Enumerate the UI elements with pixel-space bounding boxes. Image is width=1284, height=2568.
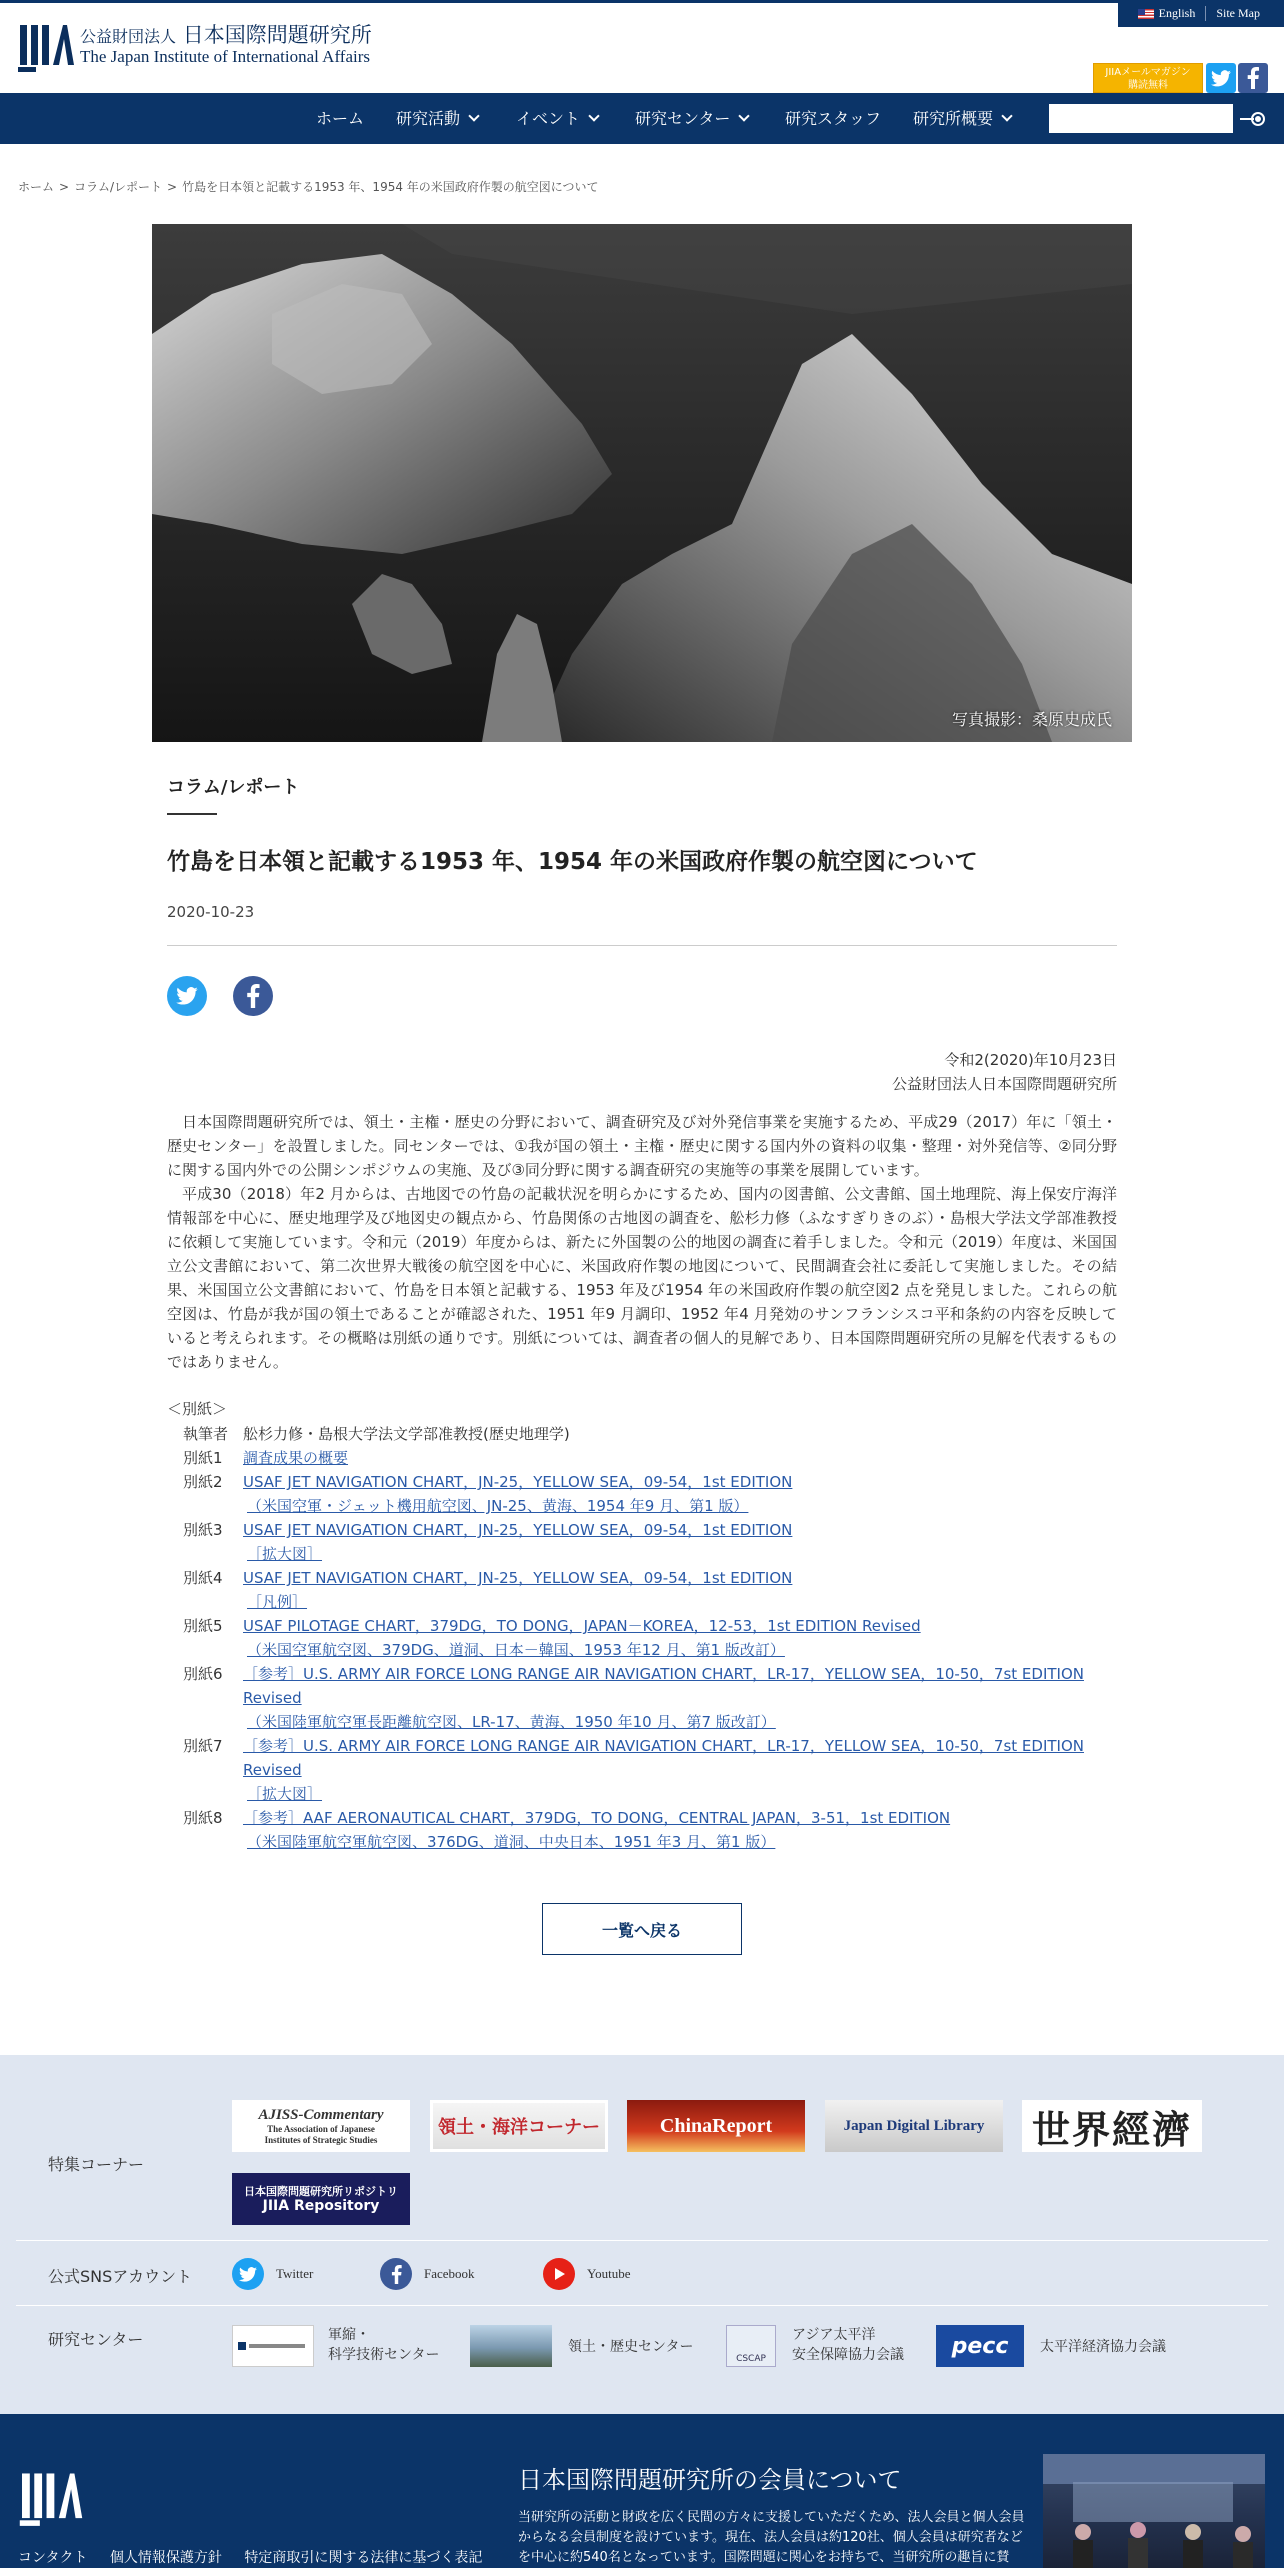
annex-label: 別紙5 [183, 1617, 223, 1635]
nav-centers-label: 研究センター [635, 109, 731, 128]
mail-magazine-sub: 購読無料 [1128, 80, 1168, 91]
annex-row [183, 1734, 1123, 1806]
chevron-down-icon [1001, 110, 1012, 121]
signature-date: 令和2(2020)年10月23日 [944, 1051, 1117, 1069]
article-title: 竹島を日本領と記載する1953 年、1954 年の米国政府作製の航空図について [167, 849, 978, 875]
annex-body [243, 1662, 1123, 1734]
utility-bar [1118, 0, 1284, 27]
annex-body [243, 1422, 1123, 1446]
territory-center-thumb[interactable] [470, 2325, 552, 2367]
chevron-down-icon [588, 110, 599, 121]
english-link[interactable] [1128, 6, 1206, 21]
divider [16, 2240, 1268, 2241]
mail-magazine-label: JIIAメールマガジン [1105, 67, 1191, 78]
annex-row [183, 1446, 1123, 1470]
membership-photo[interactable] [1043, 2454, 1265, 2568]
site-name-prefix: 公益財団法人 [80, 27, 177, 46]
nav-events-label: イベント [516, 109, 581, 128]
annex-body [243, 1614, 1123, 1662]
annex-row [183, 1806, 1123, 1854]
share-facebook-button[interactable] [233, 976, 273, 1016]
article-date: 2020-10-23 [167, 903, 255, 921]
facebook-label: Facebook [424, 2266, 475, 2281]
annex-link[interactable]: ［拡大図］ [247, 1785, 323, 1803]
annex-link[interactable]: （米国空軍・ジェット機用航空図、JN-25、黄海、1954 年9 月、第1 版） [247, 1497, 749, 1515]
annex-row [183, 1518, 1123, 1566]
annex-label: 別紙3 [183, 1521, 223, 1539]
pecc-logo[interactable]: pecc [936, 2325, 1024, 2367]
hero-photo [152, 224, 1132, 742]
breadcrumb-column[interactable]: コラム/レポート [74, 180, 163, 194]
share-twitter-button[interactable] [167, 976, 207, 1016]
annex-label: 別紙6 [183, 1665, 223, 1683]
chevron-down-icon [739, 110, 750, 121]
membership-title: 日本国際問題研究所の会員について [518, 2466, 902, 2494]
pecc-center-link[interactable]: 太平洋経済協力会議 [1040, 2339, 1166, 2355]
annex-row [183, 1470, 1123, 1518]
annex-body [243, 1734, 1123, 1806]
features-label: 特集コーナー [48, 2155, 145, 2174]
twitter-label: Twitter [276, 2266, 314, 2281]
japan-digital-library-banner[interactable]: Japan Digital Library [825, 2100, 1003, 2152]
site-footer [0, 2414, 1284, 2568]
photo-credit: 写真撮影：桑原史成氏 [951, 710, 1112, 729]
search-input[interactable] [1049, 104, 1233, 133]
annex-label: 執筆者 [183, 1425, 229, 1443]
annex-label: 別紙2 [183, 1473, 223, 1491]
facebook-icon [1246, 67, 1260, 89]
nav-centers[interactable] [635, 93, 748, 144]
china-report-banner[interactable]: ChinaReport [627, 2100, 805, 2152]
annex-link[interactable]: USAF JET NAVIGATION CHART，JN-25，YELLOW SEA，09-54，1st EDITION [243, 1473, 793, 1491]
twitter-icon [1211, 70, 1231, 87]
footer-contact-link[interactable]: コンタクト [18, 2550, 88, 2566]
annex-link[interactable]: 調査成果の概要 [243, 1449, 349, 1467]
annex-author: 舩杉力修・島根大学法文学部准教授(歴史地理学) [243, 1425, 570, 1443]
annex-label: 別紙7 [183, 1737, 223, 1755]
breadcrumb-home[interactable]: ホーム [18, 180, 55, 194]
center-label-line: アジア太平洋 [792, 2327, 876, 2343]
article-signature [892, 1048, 1117, 1096]
sekai-keizai-banner[interactable]: 世界經濟 [1022, 2100, 1202, 2152]
repository-banner[interactable] [232, 2173, 410, 2225]
annex-link[interactable]: （米国空軍航空図、379DG、道洞、日本－韓国、1953 年12 月、第1 版改訂） [247, 1641, 785, 1659]
twitter-header-button[interactable] [1206, 63, 1236, 93]
disarmament-logo-icon [238, 2339, 308, 2353]
ajiss-title: AJISS-Commentary [258, 2106, 384, 2123]
center-label-line: 安全保障協力会議 [792, 2347, 904, 2363]
disarmament-center-link[interactable] [328, 2325, 439, 2365]
article-body [167, 1110, 1117, 1374]
facebook-account-link[interactable] [380, 2258, 475, 2290]
sitemap-link[interactable]: Site Map [1205, 6, 1270, 21]
facebook-icon [380, 2258, 412, 2290]
annex-row [183, 1614, 1123, 1662]
annex-label: 別紙8 [183, 1809, 223, 1827]
article-category: コラム/レポート [167, 777, 300, 798]
annex-label: 別紙4 [183, 1569, 223, 1587]
conference-photo-illustration [1043, 2454, 1265, 2568]
facebook-header-button[interactable] [1238, 63, 1268, 93]
chevron-down-icon [468, 110, 479, 121]
annex-list [183, 1422, 1123, 1854]
annex-link[interactable]: ［拡大図］ [247, 1545, 323, 1563]
annex-link[interactable]: （米国陸軍航空軍航空図、376DG、道洞、中央日本、1951 年3 月、第1 版） [247, 1833, 776, 1851]
repository-title-ja: 日本国際問題研究所リポジトリ [244, 2185, 398, 2198]
category-underline [167, 813, 217, 815]
mail-magazine-button[interactable] [1093, 63, 1203, 93]
annex-body [243, 1446, 1123, 1470]
nav-staff-label: 研究スタッフ [785, 109, 882, 128]
annex-link[interactable]: （米国陸軍航空軍長距離航空図、LR-17、黄海、1950 年10 月、第7 版改訂） [247, 1713, 776, 1731]
nav-staff[interactable] [785, 93, 881, 144]
annex-heading: ＜別紙＞ [167, 1400, 228, 1418]
membership-text: 当研究所の活動と財政を広く民間の方々に支援していただくため、法人会員と個人会員からなる会員制度を設けています。現在、法人会員は約120社、個人会員は研究者などを中心に約540名となっています。国際問題に関心をお持ちで、当研究所の趣旨に賛 [518, 2510, 1025, 2565]
twitter-account-link[interactable] [232, 2258, 313, 2290]
ajiss-banner[interactable] [232, 2100, 410, 2152]
repository-title-en: JIIA Repository [262, 2198, 380, 2214]
annex-body [243, 1566, 1123, 1614]
search-icon [1240, 109, 1266, 129]
annex-link[interactable]: ［凡例］ [247, 1593, 308, 1611]
nav-home-label: ホーム [316, 109, 365, 128]
body-paragraph: 平成30（2018）年2 月からは、古地図での竹島の記載状況を明らかにするため、国内の図書館、公文書館、国土地理院、海上保安庁海洋情報部を中心に、歴史地理学及び地図史の観点から、竹島関係の古地図の調査を、舩杉力修（ふなすぎりきのぶ）・島根大学法文学部准教授に依頼して実施しています。令和元（2019）年度からは、新たに外国製の公的地図の調査に着手しました。令和元（2019）年度は、米国国立公文書館において、第二次世界大戦後の航空図を中心に、米国政府作製の地図について、民間調査会社に委託して実施しました。その結果、米国国立公文書館において、竹島を日本領と記載する、1953 年及び1954 年の米国政府作製の航空図2 点を発見しました。これらの航空図は、竹島が我が国の領土であることが確認された、1951 年9 月調印、1952 年4 月発効のサンフランシスコ平和条約の内容を反映していると考えられます。その概略は別紙の通りです。別紙については、調査者の個人的見解であり、日本国際問題研究所の見解を代表するものではありません。 [167, 1185, 1117, 1371]
twitter-icon [176, 987, 198, 1005]
annex-body [243, 1518, 1123, 1566]
annex-row [183, 1422, 1123, 1446]
sns-label: 公式SNSアカウント [48, 2267, 193, 2286]
youtube-label: Youtube [587, 2266, 631, 2281]
island-photo-illustration [152, 224, 1132, 742]
center-label-line: 軍縮・ [328, 2327, 370, 2343]
nav-research[interactable] [396, 93, 478, 144]
search-button[interactable] [1238, 104, 1268, 133]
footer-links [18, 2547, 500, 2567]
signature-org: 公益財団法人日本国際問題研究所 [891, 1075, 1117, 1093]
nav-research-label: 研究活動 [396, 109, 461, 128]
cscap-center-link[interactable] [792, 2325, 904, 2365]
youtube-icon [543, 2258, 575, 2290]
annex-link[interactable]: ［参考］U.S. ARMY AIR FORCE LONG RANGE AIR NAVIGATION CHART，LR-17，YELLOW SEA，10-50，7st EDITION Revised [243, 1665, 1084, 1707]
site-name-main: 日本国際問題研究所 [182, 23, 372, 47]
jiia-logo-icon[interactable] [18, 21, 74, 73]
english-label: English [1158, 6, 1196, 20]
territory-banner[interactable]: 領土・海洋コーナー [430, 2100, 608, 2152]
disarmament-center-logo[interactable] [232, 2325, 314, 2367]
research-centers-label: 研究センター [48, 2330, 144, 2349]
us-flag-icon [1138, 9, 1154, 19]
annex-body [243, 1470, 1123, 1518]
footer-privacy-link[interactable]: 個人情報保護方針 [109, 2550, 222, 2566]
annex-row [183, 1662, 1123, 1734]
ajiss-sub: Institutes of Strategic Studies [264, 2134, 378, 2145]
breadcrumb [18, 178, 599, 195]
site-header [0, 3, 1284, 93]
center-label-line: 科学技術センター [328, 2347, 440, 2363]
divider [16, 2305, 1268, 2306]
annex-link[interactable]: ［参考］U.S. ARMY AIR FORCE LONG RANGE AIR NAVIGATION CHART，LR-17，YELLOW SEA，10-50，7st EDITION Revised [243, 1737, 1084, 1779]
annex-link[interactable]: USAF JET NAVIGATION CHART，JN-25，YELLOW SEA，09-54，1st EDITION [243, 1521, 793, 1539]
annex-link[interactable]: USAF PILOTAGE CHART，379DG，TO DONG，JAPAN－KOREA，12-53，1st EDITION Revised [243, 1617, 921, 1635]
territory-center-link[interactable]: 領土・歴史センター [568, 2339, 694, 2355]
jiia-footer-logo-icon[interactable] [18, 2469, 84, 2527]
nav-about[interactable] [913, 93, 1011, 144]
breadcrumb-separator: > [59, 180, 70, 194]
site-name-ja[interactable] [80, 19, 372, 49]
footer-commerce-law-link[interactable]: 特定商取引に関する法律に基づく表記 [244, 2550, 483, 2566]
annex-link[interactable]: USAF JET NAVIGATION CHART，JN-25，YELLOW SEA，09-54，1st EDITION [243, 1569, 793, 1587]
nav-home[interactable] [316, 93, 364, 144]
twitter-icon [232, 2258, 264, 2290]
nav-about-label: 研究所概要 [913, 109, 994, 128]
site-name-en[interactable]: The Japan Institute of International Affairs [80, 47, 371, 66]
breadcrumb-current: 竹島を日本領と記載する1953 年、1954 年の米国政府作製の航空図について [182, 180, 599, 194]
cscap-logo[interactable]: CSCAP [726, 2325, 776, 2367]
body-paragraph: 日本国際問題研究所では、領土・主権・歴史の分野において、調査研究及び対外発信事業を実施するため、平成29（2017）年に「領土・歴史センター」を設置しました。同センターでは、①我が国の領土・主権・歴史に関する国内外の資料の収集・整理・対外発信等、②同分野に関する国内外での公開シンポジウムの実施、及び③同分野に関する調査研究の実施等の事業を展開しています。 [167, 1113, 1117, 1179]
annex-label: 別紙1 [183, 1449, 223, 1467]
ajiss-sub: The Association of Japanese [267, 2123, 375, 2134]
annex-body [243, 1806, 1123, 1854]
annex-link[interactable]: ［参考］AAF AERONAUTICAL CHART，379DG，TO DONG，CENTRAL JAPAN，3-51，1st EDITION [243, 1809, 951, 1827]
youtube-account-link[interactable] [543, 2258, 630, 2290]
nav-events[interactable] [516, 93, 598, 144]
facebook-icon [246, 984, 260, 1008]
annex-row [183, 1566, 1123, 1614]
breadcrumb-separator: > [167, 180, 178, 194]
back-to-list-button[interactable]: 一覧へ戻る [542, 1903, 742, 1955]
divider [167, 945, 1117, 946]
